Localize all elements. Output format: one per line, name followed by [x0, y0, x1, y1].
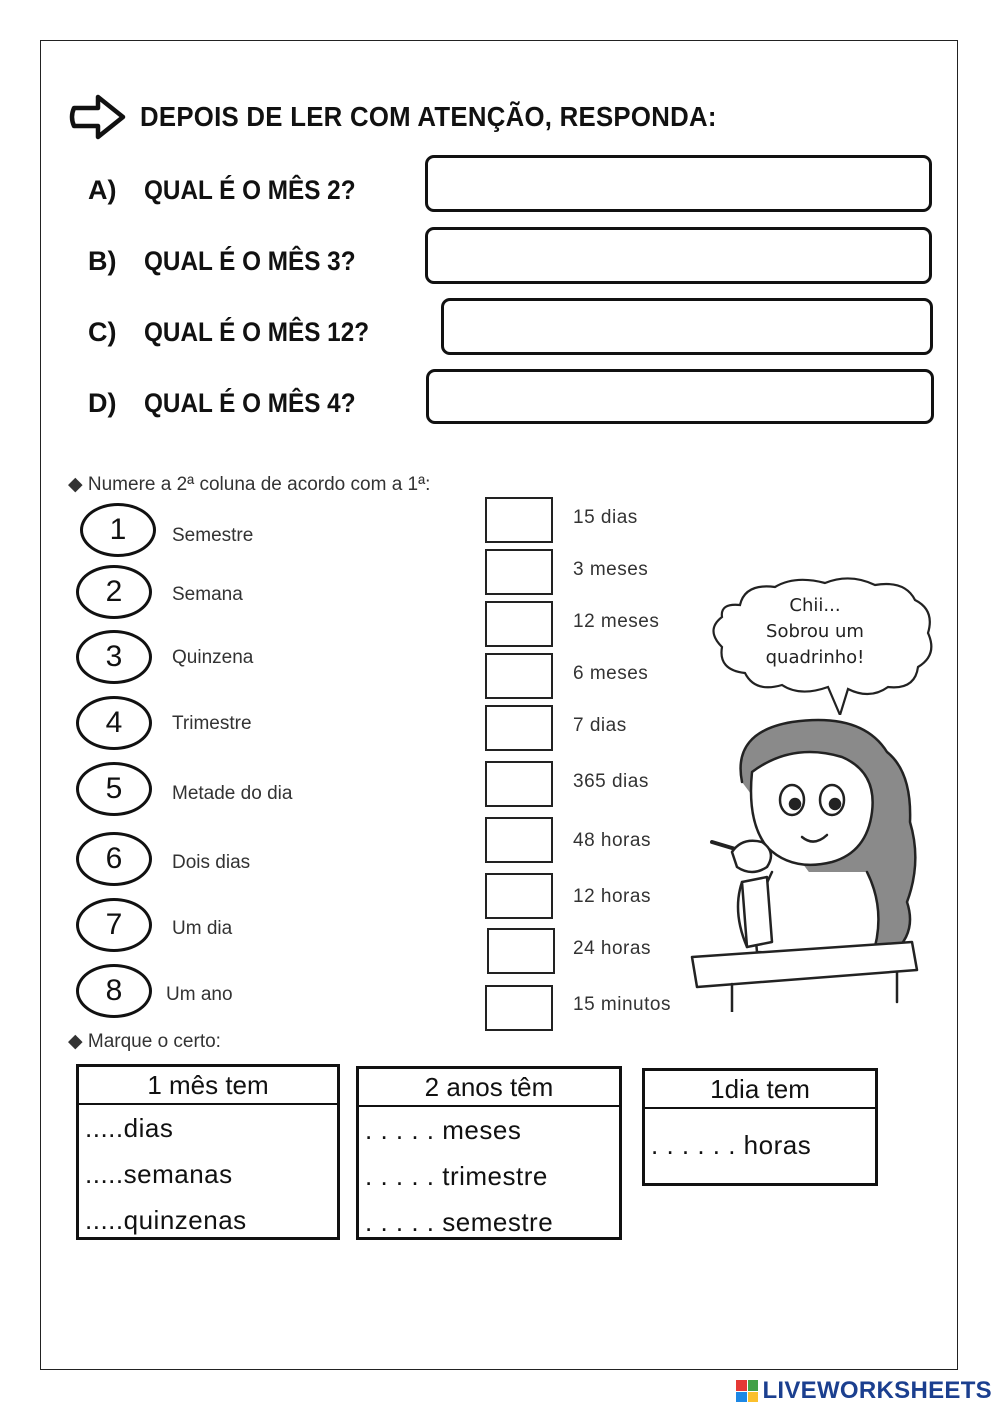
answer-square[interactable] — [485, 705, 553, 751]
numbering-instruction — [68, 473, 430, 496]
marque-instruction-text: Marque o certo: — [87, 1031, 221, 1052]
liveworksheets-logo — [736, 1377, 992, 1405]
question-c — [88, 304, 394, 360]
question-letter: A) — [88, 174, 117, 205]
term-label: Um ano — [166, 984, 233, 1005]
table-title: 2 anos têm — [359, 1069, 619, 1107]
bullet-icon: ◆ — [68, 1031, 88, 1052]
answer-field-c[interactable] — [441, 298, 933, 355]
number-circle: 5 — [76, 762, 152, 816]
duration-label: 365 dias — [573, 771, 649, 792]
answer-field-a[interactable] — [425, 155, 932, 212]
term-label: Quinzena — [172, 647, 254, 668]
question-text: QUAL É O MÊS 4? — [144, 387, 356, 418]
answer-field-d[interactable] — [426, 369, 934, 424]
table-day — [642, 1068, 878, 1186]
duration-label: 3 meses — [573, 559, 649, 580]
table-row[interactable]: . . . . . . horas — [651, 1129, 812, 1160]
answer-square[interactable] — [485, 817, 553, 863]
number-circle: 3 — [76, 630, 152, 684]
speech-line: quadrinho! — [765, 647, 865, 668]
table-row[interactable]: . . . . . meses — [365, 1114, 522, 1145]
table-row[interactable]: .....dias — [85, 1112, 174, 1143]
question-text: QUAL É O MÊS 12? — [144, 316, 370, 347]
number-circle: 6 — [76, 832, 152, 886]
question-letter: C) — [88, 316, 117, 347]
duration-label: 15 dias — [573, 507, 638, 528]
answer-square[interactable] — [487, 928, 555, 974]
table-two-years — [356, 1066, 622, 1240]
question-text: QUAL É O MÊS 3? — [144, 245, 356, 276]
number-circle: 7 — [76, 898, 152, 952]
bullet-icon: ◆ — [68, 474, 88, 495]
answer-square[interactable] — [485, 761, 553, 807]
marque-instruction — [68, 1030, 221, 1053]
number-circle: 4 — [76, 696, 152, 750]
answer-square[interactable] — [485, 653, 553, 699]
number-circle: 1 — [80, 503, 156, 557]
number-circle: 8 — [76, 964, 152, 1018]
instruction-heading: DEPOIS DE LER COM ATENÇÃO, RESPONDA: — [140, 101, 717, 132]
answer-square[interactable] — [485, 549, 553, 595]
duration-label: 12 meses — [573, 611, 660, 632]
question-a — [88, 162, 379, 218]
table-title: 1 mês tem — [79, 1067, 337, 1105]
answer-square[interactable] — [485, 497, 553, 543]
duration-label: 12 horas — [573, 886, 651, 907]
question-b — [88, 233, 379, 289]
logo-mark-icon — [736, 1380, 758, 1402]
term-label: Metade do dia — [172, 783, 293, 804]
duration-label: 24 horas — [573, 938, 651, 959]
section-header — [68, 92, 767, 142]
logo-text: LIVEWORKSHEETS — [762, 1377, 992, 1404]
speech-line: Sobrou um — [766, 621, 864, 642]
question-d — [88, 375, 379, 431]
arrow-right-icon — [68, 92, 128, 142]
girl-illustration-icon — [672, 712, 934, 1012]
table-row[interactable]: . . . . . trimestre — [365, 1160, 548, 1191]
term-label: Trimestre — [172, 713, 252, 734]
question-letter: B) — [88, 245, 117, 276]
table-row[interactable]: .....quinzenas — [85, 1204, 247, 1235]
numbering-instruction-text: Numere a 2ª coluna de acordo com a 1ª: — [87, 474, 431, 495]
table-row[interactable]: . . . . . semestre — [365, 1206, 554, 1237]
question-letter: D) — [88, 387, 117, 418]
term-label: Dois dias — [172, 852, 251, 873]
duration-label: 15 minutos — [573, 994, 671, 1015]
question-text: QUAL É O MÊS 2? — [144, 174, 356, 205]
number-circle: 2 — [76, 565, 152, 619]
term-label: Um dia — [172, 918, 233, 939]
table-row[interactable]: .....semanas — [85, 1158, 233, 1189]
answer-square[interactable] — [485, 601, 553, 647]
table-month — [76, 1064, 340, 1240]
answer-field-b[interactable] — [425, 227, 932, 284]
duration-label: 48 horas — [573, 830, 651, 851]
answer-square[interactable] — [485, 873, 553, 919]
table-title: 1dia tem — [645, 1071, 875, 1109]
term-label: Semestre — [172, 525, 254, 546]
duration-label: 6 meses — [573, 663, 649, 684]
term-label: Semana — [172, 584, 243, 605]
speech-line: Chii... — [789, 595, 841, 616]
speech-bubble-text — [720, 593, 910, 671]
answer-square[interactable] — [485, 985, 553, 1031]
duration-label: 7 dias — [573, 715, 627, 736]
